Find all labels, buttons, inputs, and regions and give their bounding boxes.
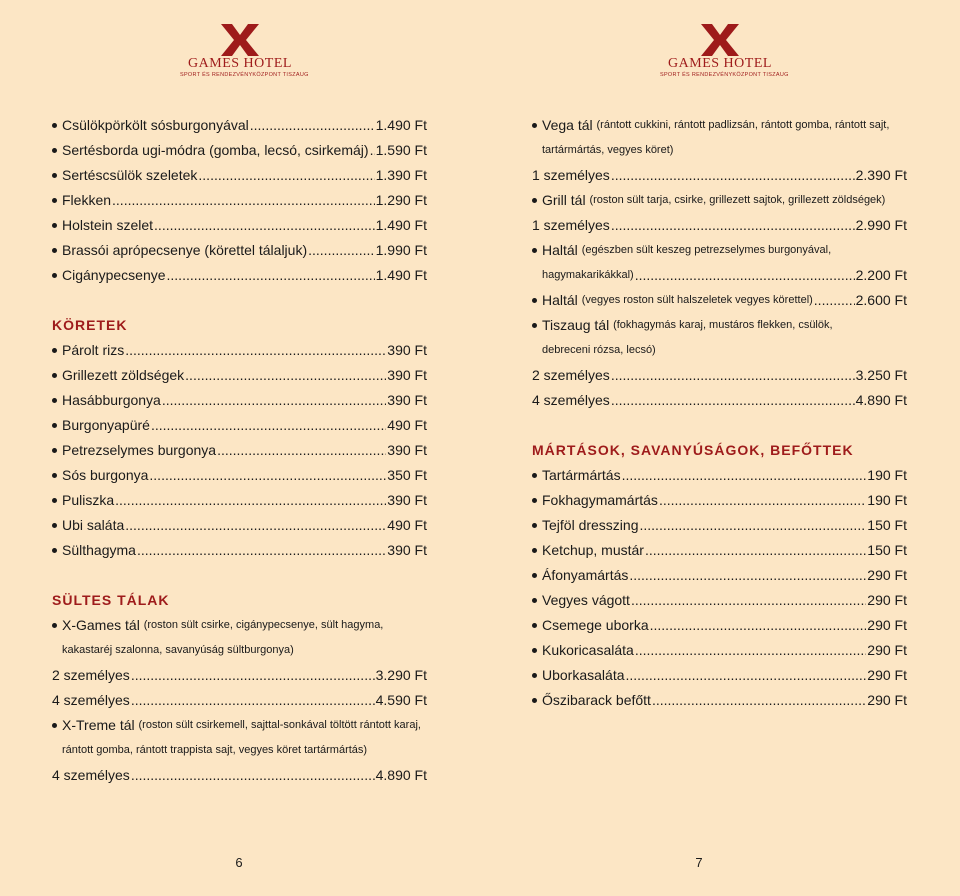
tiszaug-dish: Tiszaug tál (fokhagymás karaj, mustáros flekken, csülök, [532, 313, 907, 338]
list-item: Hasábburgonya ..... 390 Ft [52, 388, 427, 413]
list-item: Tartármártás ..... 190 Ft [532, 463, 907, 488]
xtreme-dish: X-Treme tál (roston sült csirkemell, sajttal-sonkával töltött rántott karaj, [52, 713, 427, 738]
tiszaug-desc: debreceni rózsa, lecsó) [542, 344, 656, 356]
list-item: Holstein szelet ..... 1.490 Ft [52, 213, 427, 238]
list-item: Csemege uborka ..... 290 Ft [532, 613, 907, 638]
price-row: 4 személyes ..... 4.590 Ft [52, 688, 427, 713]
koretek-heading: KÖRETEK [52, 317, 128, 333]
list-item: Sülthagyma ..... 390 Ft [52, 538, 427, 563]
page-number: 6 [235, 855, 243, 870]
sultes-talak-list [52, 613, 427, 788]
brand-name: GAMES HOTEL [668, 56, 772, 71]
list-item: Sertéscsülök szeletek ..... 1.390 Ft [52, 163, 427, 188]
xtreme-desc: rántott gomba, rántott trappista sajt, vegyes köret tartármártás) [62, 744, 368, 756]
hotel-logo [660, 24, 789, 79]
list-item: Őszibarack befőtt ..... 290 Ft [532, 688, 907, 713]
page-number: 7 [695, 855, 703, 870]
price-row: 2 személyes ..... 3.290 Ft [52, 663, 427, 688]
list-item: Flekken ..... 1.290 Ft [52, 188, 427, 213]
vega-dish: Vega tál (rántott cukkini, rántott padlizsán, rántott gomba, rántott sajt, [532, 113, 907, 138]
right-menu-column [532, 113, 907, 713]
list-item: Grillezett zöldségek ..... 390 Ft [52, 363, 427, 388]
grill-dish: Grill tál (roston sült tarja, csirke, grillezett sajtok, grillezett zöldségek) [532, 188, 907, 213]
price-row: hagymakarikákkal) ..... 2.200 Ft [532, 263, 907, 288]
left-menu-column [52, 113, 427, 788]
list-item: Sertésborda ugi-módra (gomba, lecsó, csirkemáj) ..... 1.590 Ft [52, 138, 427, 163]
list-item: Ketchup, mustár ..... 150 Ft [532, 538, 907, 563]
main-dishes-list [52, 113, 427, 288]
price-row: 4 személyes ..... 4.890 Ft [52, 763, 427, 788]
martasok-heading: MÁRTÁSOK, SAVANYÚSÁGOK, BEFŐTTEK [532, 442, 854, 458]
list-item: Párolt rizs ..... 390 Ft [52, 338, 427, 363]
list-item: Csülökpörkölt sósburgonyával ..... 1.490 Ft [52, 113, 427, 138]
list-item: Uborkasaláta ..... 290 Ft [532, 663, 907, 688]
list-item: Sós burgonya ..... 350 Ft [52, 463, 427, 488]
martasok-list [532, 463, 907, 713]
hotel-logo [180, 24, 309, 79]
list-item: Kukoricasaláta ..... 290 Ft [532, 638, 907, 663]
koretek-list [52, 338, 427, 563]
brand-name: GAMES HOTEL [188, 56, 292, 71]
vega-desc: tartármártás, vegyes köret) [542, 144, 674, 156]
price-row: 2 személyes ..... 3.250 Ft [532, 363, 907, 388]
list-item: Vegyes vágott ..... 290 Ft [532, 588, 907, 613]
x-logo-icon [221, 24, 259, 56]
brand-subtitle: SPORT ÉS RENDEZVÉNYKÖZPONT TISZAUG [180, 72, 309, 78]
price-row: 4 személyes ..... 4.890 Ft [532, 388, 907, 413]
right-page [480, 0, 960, 896]
list-item: Ubi saláta ..... 490 Ft [52, 513, 427, 538]
brand-subtitle: SPORT ÉS RENDEZVÉNYKÖZPONT TISZAUG [660, 72, 789, 78]
price-row: 1 személyes ..... 2.990 Ft [532, 213, 907, 238]
sultes-talak-heading: SÜLTES TÁLAK [52, 592, 170, 608]
xgames-desc: kakastaréj szalonna, savanyúság sültburgonya) [62, 644, 294, 656]
haltal-dish: Haltál (egészben sült keszeg petrezselymes burgonyával, [532, 238, 907, 263]
list-item: Cigánypecsenye ..... 1.490 Ft [52, 263, 427, 288]
haltal-dish: Haltál (vegyes roston sült halszeletek vegyes körettel) ..... 2.600 Ft [532, 288, 907, 313]
list-item: Tejföl dresszing ..... 150 Ft [532, 513, 907, 538]
x-logo-icon [701, 24, 739, 56]
list-item: Áfonyamártás ..... 290 Ft [532, 563, 907, 588]
list-item: Brassói aprópecsenye (körettel tálaljuk) ..... 1.990 Ft [52, 238, 427, 263]
list-item: Petrezselymes burgonya ..... 390 Ft [52, 438, 427, 463]
list-item: Burgonyapüré ..... 490 Ft [52, 413, 427, 438]
price-row: 1 személyes ..... 2.390 Ft [532, 163, 907, 188]
list-item: Puliszka ..... 390 Ft [52, 488, 427, 513]
list-item: Fokhagymamártás ..... 190 Ft [532, 488, 907, 513]
xgames-dish: X-Games tál (roston sült csirke, cigánypecsenye, sült hagyma, [52, 613, 427, 638]
